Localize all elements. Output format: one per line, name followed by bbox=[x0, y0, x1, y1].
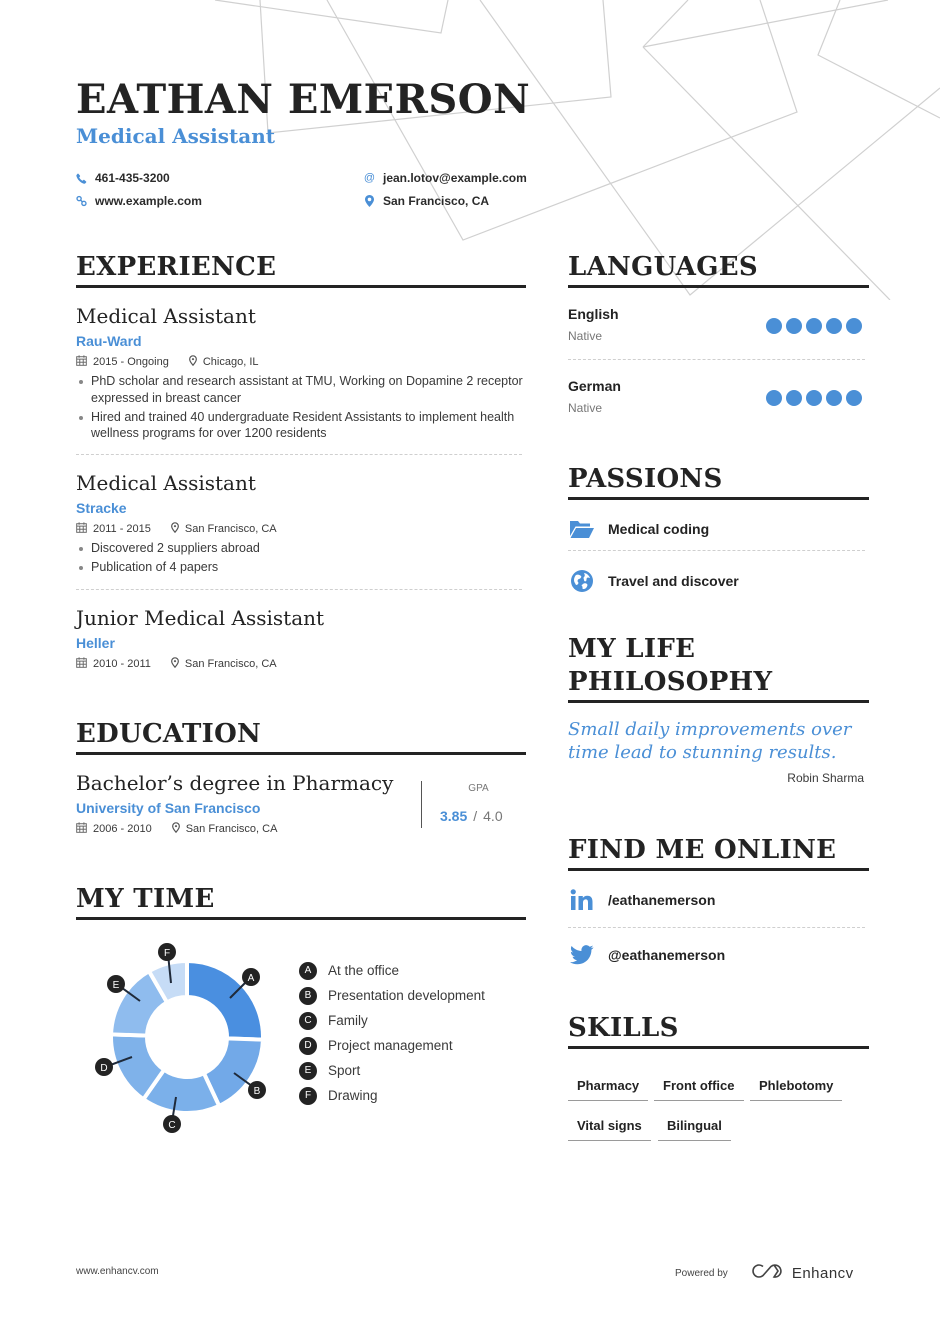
legend-label: At the office bbox=[328, 963, 400, 978]
legend-label: Drawing bbox=[328, 1088, 378, 1103]
legend-label: Sport bbox=[328, 1063, 361, 1078]
job-meta bbox=[76, 657, 277, 671]
job-company: Rau-Ward bbox=[76, 333, 142, 349]
linkedin-handle: /eathanemerson bbox=[608, 892, 716, 908]
job-dates: 2015 - Ongoing bbox=[93, 356, 169, 368]
rating-dot bbox=[786, 318, 802, 334]
gpa-score: 3.85 bbox=[440, 808, 468, 824]
job-location: San Francisco, CA bbox=[184, 658, 277, 670]
philosophy-quote: Small daily improvements over time lead to stunning results. bbox=[568, 719, 852, 763]
legend-label: Presentation development bbox=[328, 988, 485, 1003]
divider bbox=[76, 589, 522, 590]
rating-dot bbox=[766, 318, 782, 334]
skill-tag: Phlebotomy bbox=[750, 1078, 842, 1101]
link-icon bbox=[76, 195, 87, 207]
map-pin-icon bbox=[189, 355, 197, 369]
rating-dot bbox=[846, 390, 862, 406]
map-pin-icon bbox=[172, 822, 180, 836]
skill-tag: Vital signs bbox=[568, 1118, 651, 1141]
legend-item bbox=[299, 1033, 485, 1058]
skill-tag: Front office bbox=[654, 1078, 744, 1101]
map-pin-icon bbox=[171, 657, 179, 671]
folder-open-icon bbox=[568, 517, 596, 541]
language-name: German bbox=[568, 378, 621, 394]
job-title: Medical Assistant bbox=[76, 304, 256, 328]
legend-item bbox=[299, 1008, 485, 1033]
language-level: Native bbox=[568, 329, 603, 343]
phone-icon bbox=[76, 173, 87, 184]
my-time-heading: MY TIME bbox=[76, 884, 215, 914]
donut-label-f: F bbox=[163, 948, 171, 959]
job-bullet: Publication of 4 papers bbox=[78, 559, 526, 576]
brand-name: Enhancv bbox=[791, 1265, 854, 1282]
donut-label-b: B bbox=[253, 1086, 261, 1097]
rating-dot bbox=[826, 390, 842, 406]
divider bbox=[568, 550, 865, 551]
candidate-title: Medical Assistant bbox=[76, 124, 276, 148]
twitter-handle: @eathanemerson bbox=[608, 947, 726, 963]
time-legend bbox=[299, 958, 485, 1108]
legend-key: B bbox=[299, 987, 317, 1005]
rating-dot bbox=[806, 390, 822, 406]
gpa-separator: / bbox=[473, 808, 478, 824]
map-pin-icon bbox=[364, 195, 375, 207]
job-meta bbox=[76, 355, 259, 369]
job-company: Stracke bbox=[76, 500, 127, 516]
legend-item bbox=[299, 1058, 485, 1083]
footer-powered-by[interactable] bbox=[675, 1263, 854, 1284]
section-rule bbox=[76, 285, 526, 288]
job-company: Heller bbox=[76, 635, 115, 651]
donut-label-d: D bbox=[100, 1063, 108, 1074]
rating-dot bbox=[766, 390, 782, 406]
rating-dot bbox=[786, 390, 802, 406]
powered-by-label: Powered by bbox=[675, 1268, 728, 1279]
calendar-icon bbox=[76, 522, 87, 536]
divider bbox=[76, 454, 522, 455]
job-bullets bbox=[78, 373, 526, 444]
job-dates: 2010 - 2011 bbox=[93, 658, 151, 670]
section-rule bbox=[76, 752, 526, 755]
calendar-icon bbox=[76, 355, 87, 369]
language-rating bbox=[766, 318, 862, 334]
legend-label: Project management bbox=[328, 1038, 453, 1053]
job-title: Medical Assistant bbox=[76, 471, 256, 495]
experience-heading: EXPERIENCE bbox=[76, 252, 277, 282]
divider bbox=[568, 359, 865, 360]
job-bullet: PhD scholar and research assistant at TMU, Working on Dopamine 2 receptor expressed in breast cancer bbox=[78, 373, 526, 406]
calendar-icon bbox=[76, 657, 87, 671]
map-pin-icon bbox=[171, 522, 179, 536]
skill-tag: Bilingual bbox=[658, 1118, 731, 1141]
legend-item bbox=[299, 1083, 485, 1108]
online-link-twitter[interactable] bbox=[568, 943, 725, 967]
job-bullet: Discovered 2 suppliers abroad bbox=[78, 540, 526, 557]
education-dates: 2006 - 2010 bbox=[93, 823, 152, 835]
education-heading: EDUCATION bbox=[76, 719, 262, 749]
contact-email[interactable] bbox=[364, 171, 527, 185]
legend-label: Family bbox=[328, 1013, 368, 1028]
donut-label-c: C bbox=[168, 1120, 176, 1131]
footer-website-link[interactable]: www.enhancv.com bbox=[76, 1266, 159, 1277]
legend-key: E bbox=[299, 1062, 317, 1080]
twitter-icon bbox=[568, 943, 596, 967]
legend-item bbox=[299, 983, 485, 1008]
section-rule bbox=[568, 700, 869, 703]
online-link-linkedin[interactable] bbox=[568, 888, 715, 912]
passion-label: Medical coding bbox=[608, 521, 710, 537]
job-location: Chicago, IL bbox=[202, 356, 259, 368]
section-rule bbox=[568, 497, 869, 500]
skills-heading: SKILLS bbox=[568, 1013, 679, 1043]
philosophy-heading-line1: MY LIFE bbox=[568, 634, 696, 664]
job-title: Junior Medical Assistant bbox=[76, 606, 325, 630]
gpa-label: GPA bbox=[468, 783, 489, 794]
job-bullets bbox=[78, 540, 526, 578]
section-rule bbox=[76, 917, 526, 920]
at-icon: @ bbox=[363, 172, 376, 184]
linkedin-icon bbox=[568, 888, 596, 912]
rating-dot bbox=[806, 318, 822, 334]
philosophy-heading-line2: PHILOSOPHY bbox=[568, 667, 773, 697]
languages-heading: LANGUAGES bbox=[568, 252, 758, 282]
email-value: jean.lotov@example.com bbox=[383, 171, 527, 185]
job-bullet: Hired and trained 40 undergraduate Resident Assistants to implement health wellness programs for over 1200 residents bbox=[78, 409, 526, 442]
divider bbox=[568, 927, 865, 928]
website-value: www.example.com bbox=[95, 194, 202, 208]
candidate-name: EATHAN EMERSON bbox=[76, 76, 531, 123]
legend-key: C bbox=[299, 1012, 317, 1030]
legend-item bbox=[299, 958, 485, 983]
degree-title: Bachelor’s degree in Pharmacy bbox=[76, 771, 394, 795]
passion-item bbox=[568, 569, 739, 593]
legend-key: D bbox=[299, 1037, 317, 1055]
education-meta bbox=[76, 822, 277, 836]
location-value: San Francisco, CA bbox=[383, 194, 490, 208]
passions-heading: PASSIONS bbox=[568, 464, 723, 494]
passion-label: Travel and discover bbox=[608, 573, 739, 589]
language-level: Native bbox=[568, 401, 603, 415]
section-rule bbox=[568, 868, 869, 871]
skill-tag: Pharmacy bbox=[568, 1078, 648, 1101]
calendar-icon bbox=[76, 822, 87, 836]
job-meta bbox=[76, 522, 277, 536]
section-rule bbox=[568, 285, 869, 288]
passion-item bbox=[568, 517, 709, 541]
donut-label-a: A bbox=[247, 973, 255, 984]
time-donut-chart bbox=[90, 940, 290, 1140]
quote-author: Robin Sharma bbox=[787, 771, 864, 785]
language-rating bbox=[766, 390, 862, 406]
legend-key: F bbox=[299, 1087, 317, 1105]
job-dates: 2011 - 2015 bbox=[93, 523, 151, 535]
globe-icon bbox=[568, 569, 596, 593]
language-name: English bbox=[568, 306, 619, 322]
legend-key: A bbox=[299, 962, 317, 980]
donut-label-e: E bbox=[112, 980, 120, 991]
rating-dot bbox=[826, 318, 842, 334]
contact-location bbox=[364, 194, 489, 208]
job-location: San Francisco, CA bbox=[184, 523, 277, 535]
gpa-divider bbox=[421, 781, 422, 828]
contact-phone[interactable] bbox=[76, 171, 170, 185]
school-name: University of San Francisco bbox=[76, 800, 261, 816]
gpa-value bbox=[440, 808, 503, 824]
contact-website[interactable] bbox=[76, 194, 202, 208]
online-heading: FIND ME ONLINE bbox=[568, 835, 837, 865]
gpa-max: 4.0 bbox=[483, 808, 503, 824]
enhancv-logo-icon bbox=[752, 1263, 784, 1284]
section-rule bbox=[568, 1046, 869, 1049]
phone-value: 461-435-3200 bbox=[95, 171, 170, 185]
education-location: San Francisco, CA bbox=[185, 823, 278, 835]
rating-dot bbox=[846, 318, 862, 334]
